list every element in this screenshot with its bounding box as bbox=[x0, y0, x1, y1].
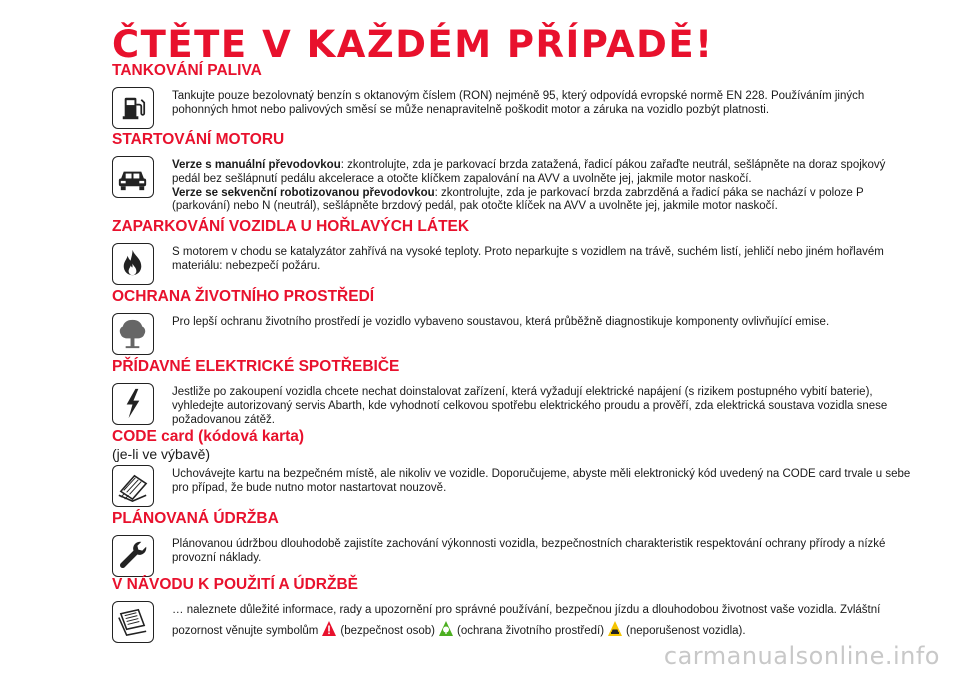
section-heading: CODE card (kódová karta) bbox=[112, 428, 305, 445]
environment-warning-icon bbox=[438, 620, 454, 637]
section-text: Tankujte pouze bezolovnatý benzín s oktanovým číslem (RON) nejméně 95, který odpovídá evropské normě EN 228. Používáním jiných pohonných hmot nebo palivových směsí se může nenapravitelně poškodit motor a záruka na vozidlo pozbýt platnosti. bbox=[172, 90, 865, 116]
flame-icon bbox=[112, 243, 154, 285]
manual-text-line2-b: (bezpečnost osob) bbox=[340, 624, 436, 637]
manual-text-line2-d: (neporušenost vozidla). bbox=[626, 624, 746, 637]
sequential-label: Verze se sekvenční robotizovanou převodovkou bbox=[172, 186, 435, 199]
manual-text-line1: … naleznete důležité informace, rady a upozornění pro správné používání, bezpečnou jízdu a dlouhodobou životnost vaše vozidla. Zvláštní bbox=[172, 604, 881, 616]
section-heading: V NÁVODU K POUŽITÍ A ÚDRŽBĚ bbox=[112, 576, 358, 593]
section-text bbox=[172, 159, 912, 214]
tree-icon bbox=[112, 313, 154, 355]
section-text: Pro lepší ochranu životního prostředí je vozidlo vybaveno soustavou, která průběžně diagnostikuje komponenty ovlivňující emise. bbox=[172, 316, 830, 328]
section-text: S motorem v chodu se katalyzátor zahřívá na vysoké teploty. Proto neparkujte s vozidlem na trávě, suchém listí, jehličí nebo jiném hořlavém materiálu: nebezpečí požáru. bbox=[172, 246, 884, 272]
section-heading: PŘÍDAVNÉ ELEKTRICKÉ SPOTŘEBIČE bbox=[112, 358, 400, 375]
personal-safety-warning-icon bbox=[321, 620, 337, 637]
section-text: Jestliže po zakoupení vozidla chcete nechat doinstalovat zařízení, která vyžadují elektrické napájení (s rizikem postupného vybití baterie), vyhledejte autorizovaný servis Abarth, kde vyhodnotí celkovou spotřebu elektrického proudu a prověří, zda elektrická soustava vozidla snese požadovanou zátěž. bbox=[172, 386, 888, 426]
watermark: carmanualsonline.info bbox=[663, 642, 940, 670]
manual-label: Verze s manuální převodovkou bbox=[172, 159, 341, 171]
fuel-pump-icon bbox=[112, 87, 154, 129]
section-heading: TANKOVÁNÍ PALIVA bbox=[112, 62, 262, 79]
vehicle-damage-warning-icon bbox=[607, 620, 623, 637]
manual-text-line2-a: pozornost věnujte symbolům bbox=[172, 624, 319, 637]
code-card-icon bbox=[112, 465, 154, 507]
section-heading: STARTOVÁNÍ MOTORU bbox=[112, 131, 285, 148]
section-subheading: (je-li ve výbavě) bbox=[112, 446, 211, 462]
car-icon bbox=[112, 156, 154, 198]
section-text: Plánovanou údržbou dlouhodobě zajistíte zachování výkonnosti vozidla, bezpečnostních charakteristik respektování ochrany přírody a nízké provozní náklady. bbox=[172, 538, 886, 564]
section-heading: ZAPARKOVÁNÍ VOZIDLA U HOŘLAVÝCH LÁTEK bbox=[112, 218, 470, 235]
manual-text-line2-c: (ochrana životního prostředí) bbox=[457, 624, 605, 637]
manual-text: : zkontrolujte, zda je parkovací brzda zatažená, řadicí pákou zařaďte neutrál, sešlápněte na doraz spojkový pedál bez sešlápnutí pedálu akcelerace a otočte klíčkem zapalování na AVV a uvolněte jej, jakmile motor naskočí. bbox=[172, 159, 886, 185]
wrench-icon bbox=[112, 535, 154, 577]
section-heading: OCHRANA ŽIVOTNÍHO PROSTŘEDÍ bbox=[112, 288, 375, 305]
manual-book-icon bbox=[112, 601, 154, 643]
sequential-text: : zkontrolujte, zda je parkovací brzda zabrzděná a řadicí páka se nachází v poloze P (parkování) nebo N (neutrál), sešlápněte brzdový pedál, pak otočte klíček na AVV a uvolněte jej, jakmile motor naskočí. bbox=[172, 186, 864, 213]
section-text: Uchovávejte kartu na bezpečném místě, ale nikoliv ve vozidle. Doporučujeme, abyste měli elektronický kód uvedený na CODE card trvale u sebe pro případ, že bude nutno motor nastartovat nouzově. bbox=[172, 468, 911, 494]
section-heading: PLÁNOVANÁ ÚDRŽBA bbox=[112, 510, 279, 527]
lightning-icon bbox=[112, 383, 154, 425]
page-title: ČTĚTE V KAŽDÉM PŘÍPADĚ! bbox=[112, 23, 714, 66]
section-text bbox=[172, 604, 912, 644]
